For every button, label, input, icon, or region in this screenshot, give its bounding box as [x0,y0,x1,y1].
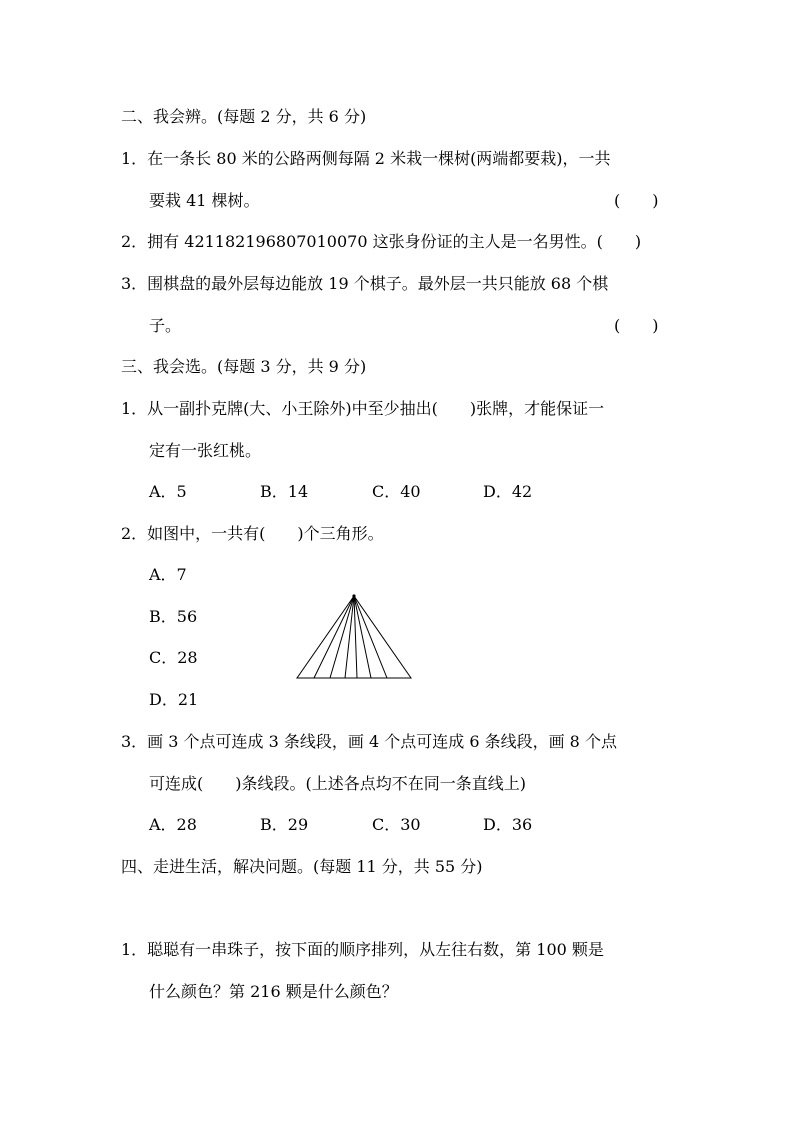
s2-q2-line1: 2．拥有 421182196807010070 这张身份证的主人是一名男性。( ) [121,232,642,251]
s4-q1-line2: 什么颜色？第 216 颗是什么颜色？ [149,982,398,1001]
s2-q1-answer-paren[interactable]: ( ) [614,191,659,210]
apex-dot [352,594,355,597]
s2-q3-answer-paren[interactable]: ( ) [614,316,659,335]
s3-q3-line2: 可连成( )条线段。(上述各点均不在同一条直线上) [149,774,526,793]
s3-q1-option-a[interactable]: A．5 [149,482,187,501]
s3-q2-option-d[interactable]: D．21 [149,690,199,709]
triangle-fan-figure [294,594,414,680]
s2-q1-line1: 1．在一条长 80 米的公路两侧每隔 2 米栽一棵树(两端都要栽)，一共 [121,149,611,168]
s2-q3-line1: 3．围棋盘的最外层每边能放 19 个棋子。最外层一共只能放 68 个棋 [121,274,609,293]
s3-q2-option-c[interactable]: C．28 [149,648,198,667]
s3-q1-option-b[interactable]: B．14 [260,482,309,501]
section2-heading: 二、我会辨。(每题 2 分，共 6 分) [121,107,367,126]
s3-q3-option-d[interactable]: D．36 [483,815,533,834]
s4-q1-line1: 1．聪聪有一串珠子，按下面的顺序排列，从左往右数，第 100 颗是 [121,940,604,959]
s3-q1-option-d[interactable]: D．42 [483,482,533,501]
s2-q1-line2: 要栽 41 棵树。 [149,191,260,210]
s3-q3-option-b[interactable]: B．29 [260,815,309,834]
s3-q2-option-b[interactable]: B．56 [149,607,198,626]
s3-q2-line1: 2．如图中，一共有( )个三角形。 [121,524,384,543]
section3-heading: 三、我会选。(每题 3 分，共 9 分) [121,357,367,376]
s3-q2-option-a[interactable]: A．7 [149,565,187,584]
s2-q3-line2: 子。 [149,316,182,335]
fan-line-3 [345,596,354,678]
s3-q3-option-c[interactable]: C．30 [372,815,421,834]
section4-heading: 四、走进生活，解决问题。(每题 11 分，共 55 分) [121,857,483,876]
s3-q1-option-c[interactable]: C．40 [372,482,421,501]
s3-q3-option-a[interactable]: A．28 [149,815,197,834]
s3-q1-line2: 定有一张红桃。 [149,441,262,460]
s3-q1-line1: 1．从一副扑克牌(大、小王除外)中至少抽出( )张牌，才能保证一 [121,399,605,418]
s3-q3-line1: 3．画 3 个点可连成 3 条线段，画 4 个点可连成 6 条线段，画 8 个点 [121,732,617,751]
